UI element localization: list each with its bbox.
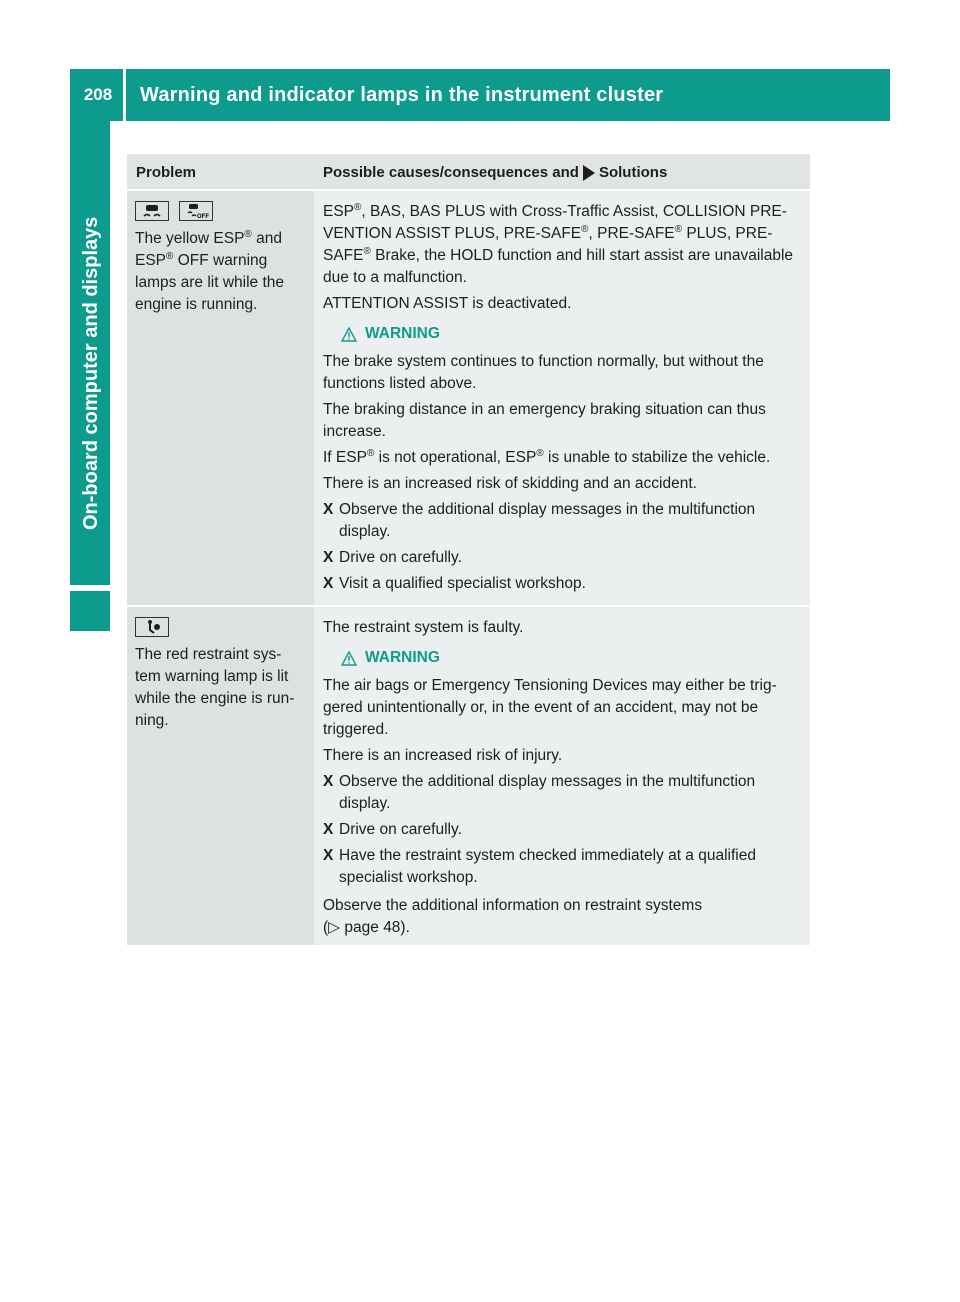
problem-cell xyxy=(127,607,314,945)
warning-text: If ESP® is not operational, ESP® is unable to stabilize the vehicle. xyxy=(323,447,771,466)
action-marker: X xyxy=(323,549,334,566)
side-tab-marker xyxy=(70,591,110,631)
warning-text: There is an increased risk of injury. xyxy=(323,747,563,764)
column-header-prefix: Possible causes/consequences and xyxy=(323,164,579,181)
warning-label: WARNING xyxy=(365,325,440,342)
problem-cell xyxy=(127,191,314,605)
warning-heading xyxy=(341,647,804,669)
action-marker: X xyxy=(323,821,334,838)
warning-text: The brake system continues to function normally, but without the functions listed above. xyxy=(323,353,764,392)
page-number: 208 xyxy=(70,69,126,121)
problem-text: tem warning lamp is lit xyxy=(135,668,289,685)
column-header-problem: Problem xyxy=(127,154,314,189)
action-item: X Observe the additional display messages in the multifunction display. xyxy=(323,499,804,543)
problem-text: lamps are lit while the xyxy=(135,274,285,291)
car-skid-icon xyxy=(135,201,169,221)
problem-text: ning. xyxy=(135,712,169,729)
warning-text: The braking distance in an emergency braking situation can thus increase. xyxy=(323,401,766,440)
column-header-suffix: Solutions xyxy=(598,164,668,181)
warning-lamp-table xyxy=(127,154,810,945)
side-tab-label: On-board computer and displays xyxy=(80,216,102,530)
arrow-right-icon xyxy=(583,165,595,181)
section-title: Warning and indicator lamps in the instrument cluster xyxy=(140,83,664,106)
action-item: X Drive on carefully. xyxy=(323,819,804,841)
cause-paragraph: The restraint system is faulty. xyxy=(323,619,524,636)
solution-cell xyxy=(314,607,810,945)
problem-text: and xyxy=(251,230,282,247)
warning-text: The air bags or Emergency Tensioning Devices may either be trig-gered unintentionally or, in the event of an accident, may not be triggered. xyxy=(323,677,777,738)
problem-text: The yellow ESP xyxy=(135,230,245,247)
action-item: X Drive on carefully. xyxy=(323,547,804,569)
action-marker: X xyxy=(323,773,334,790)
action-marker: X xyxy=(323,575,334,592)
restraint-system-icon xyxy=(135,617,169,637)
page-reference-icon: ▷ xyxy=(328,919,341,936)
warning-label: WARNING xyxy=(365,649,440,666)
registered-mark: ® xyxy=(166,250,174,262)
cause-paragraph: ESP®, BAS, BAS PLUS with Cross-Traffic Assist, COLLISION PRE-VENTION ASSIST PLUS, PRE-SAFE®, PRE-SAFE® PLUS, PRE-SAFE® Brake, the HOLD function and hill start assist are unavailable due to a malfunction. xyxy=(323,201,794,286)
action-marker: X xyxy=(323,501,334,518)
svg-text:OFF: OFF xyxy=(197,214,210,220)
note-paragraph: Observe the additional information on restraint systems (▷ page 48). xyxy=(323,897,703,936)
warning-triangle-icon xyxy=(341,651,357,666)
warning-heading xyxy=(341,323,804,345)
problem-text: OFF warning xyxy=(173,252,268,269)
action-item: X Have the restraint system checked immediately at a qualified specialist workshop. xyxy=(323,845,804,889)
warning-triangle-icon xyxy=(341,327,357,342)
page-header xyxy=(70,69,890,121)
problem-text: engine is running. xyxy=(135,296,258,313)
cause-paragraph: ATTENTION ASSIST is deactivated. xyxy=(323,295,572,312)
problem-text: ESP xyxy=(135,252,167,269)
solution-cell xyxy=(314,191,810,605)
registered-mark: ® xyxy=(244,228,252,240)
action-item: X Visit a qualified specialist workshop. xyxy=(323,573,804,595)
esp-off-icon xyxy=(179,201,213,221)
action-marker: X xyxy=(323,847,334,864)
column-header-solutions xyxy=(314,154,810,189)
problem-text: while the engine is run- xyxy=(135,690,295,707)
problem-text: The red restraint sys- xyxy=(135,646,282,663)
warning-text: There is an increased risk of skidding and an accident. xyxy=(323,475,697,492)
action-item: X Observe the additional display messages in the multifunction display. xyxy=(323,771,804,815)
